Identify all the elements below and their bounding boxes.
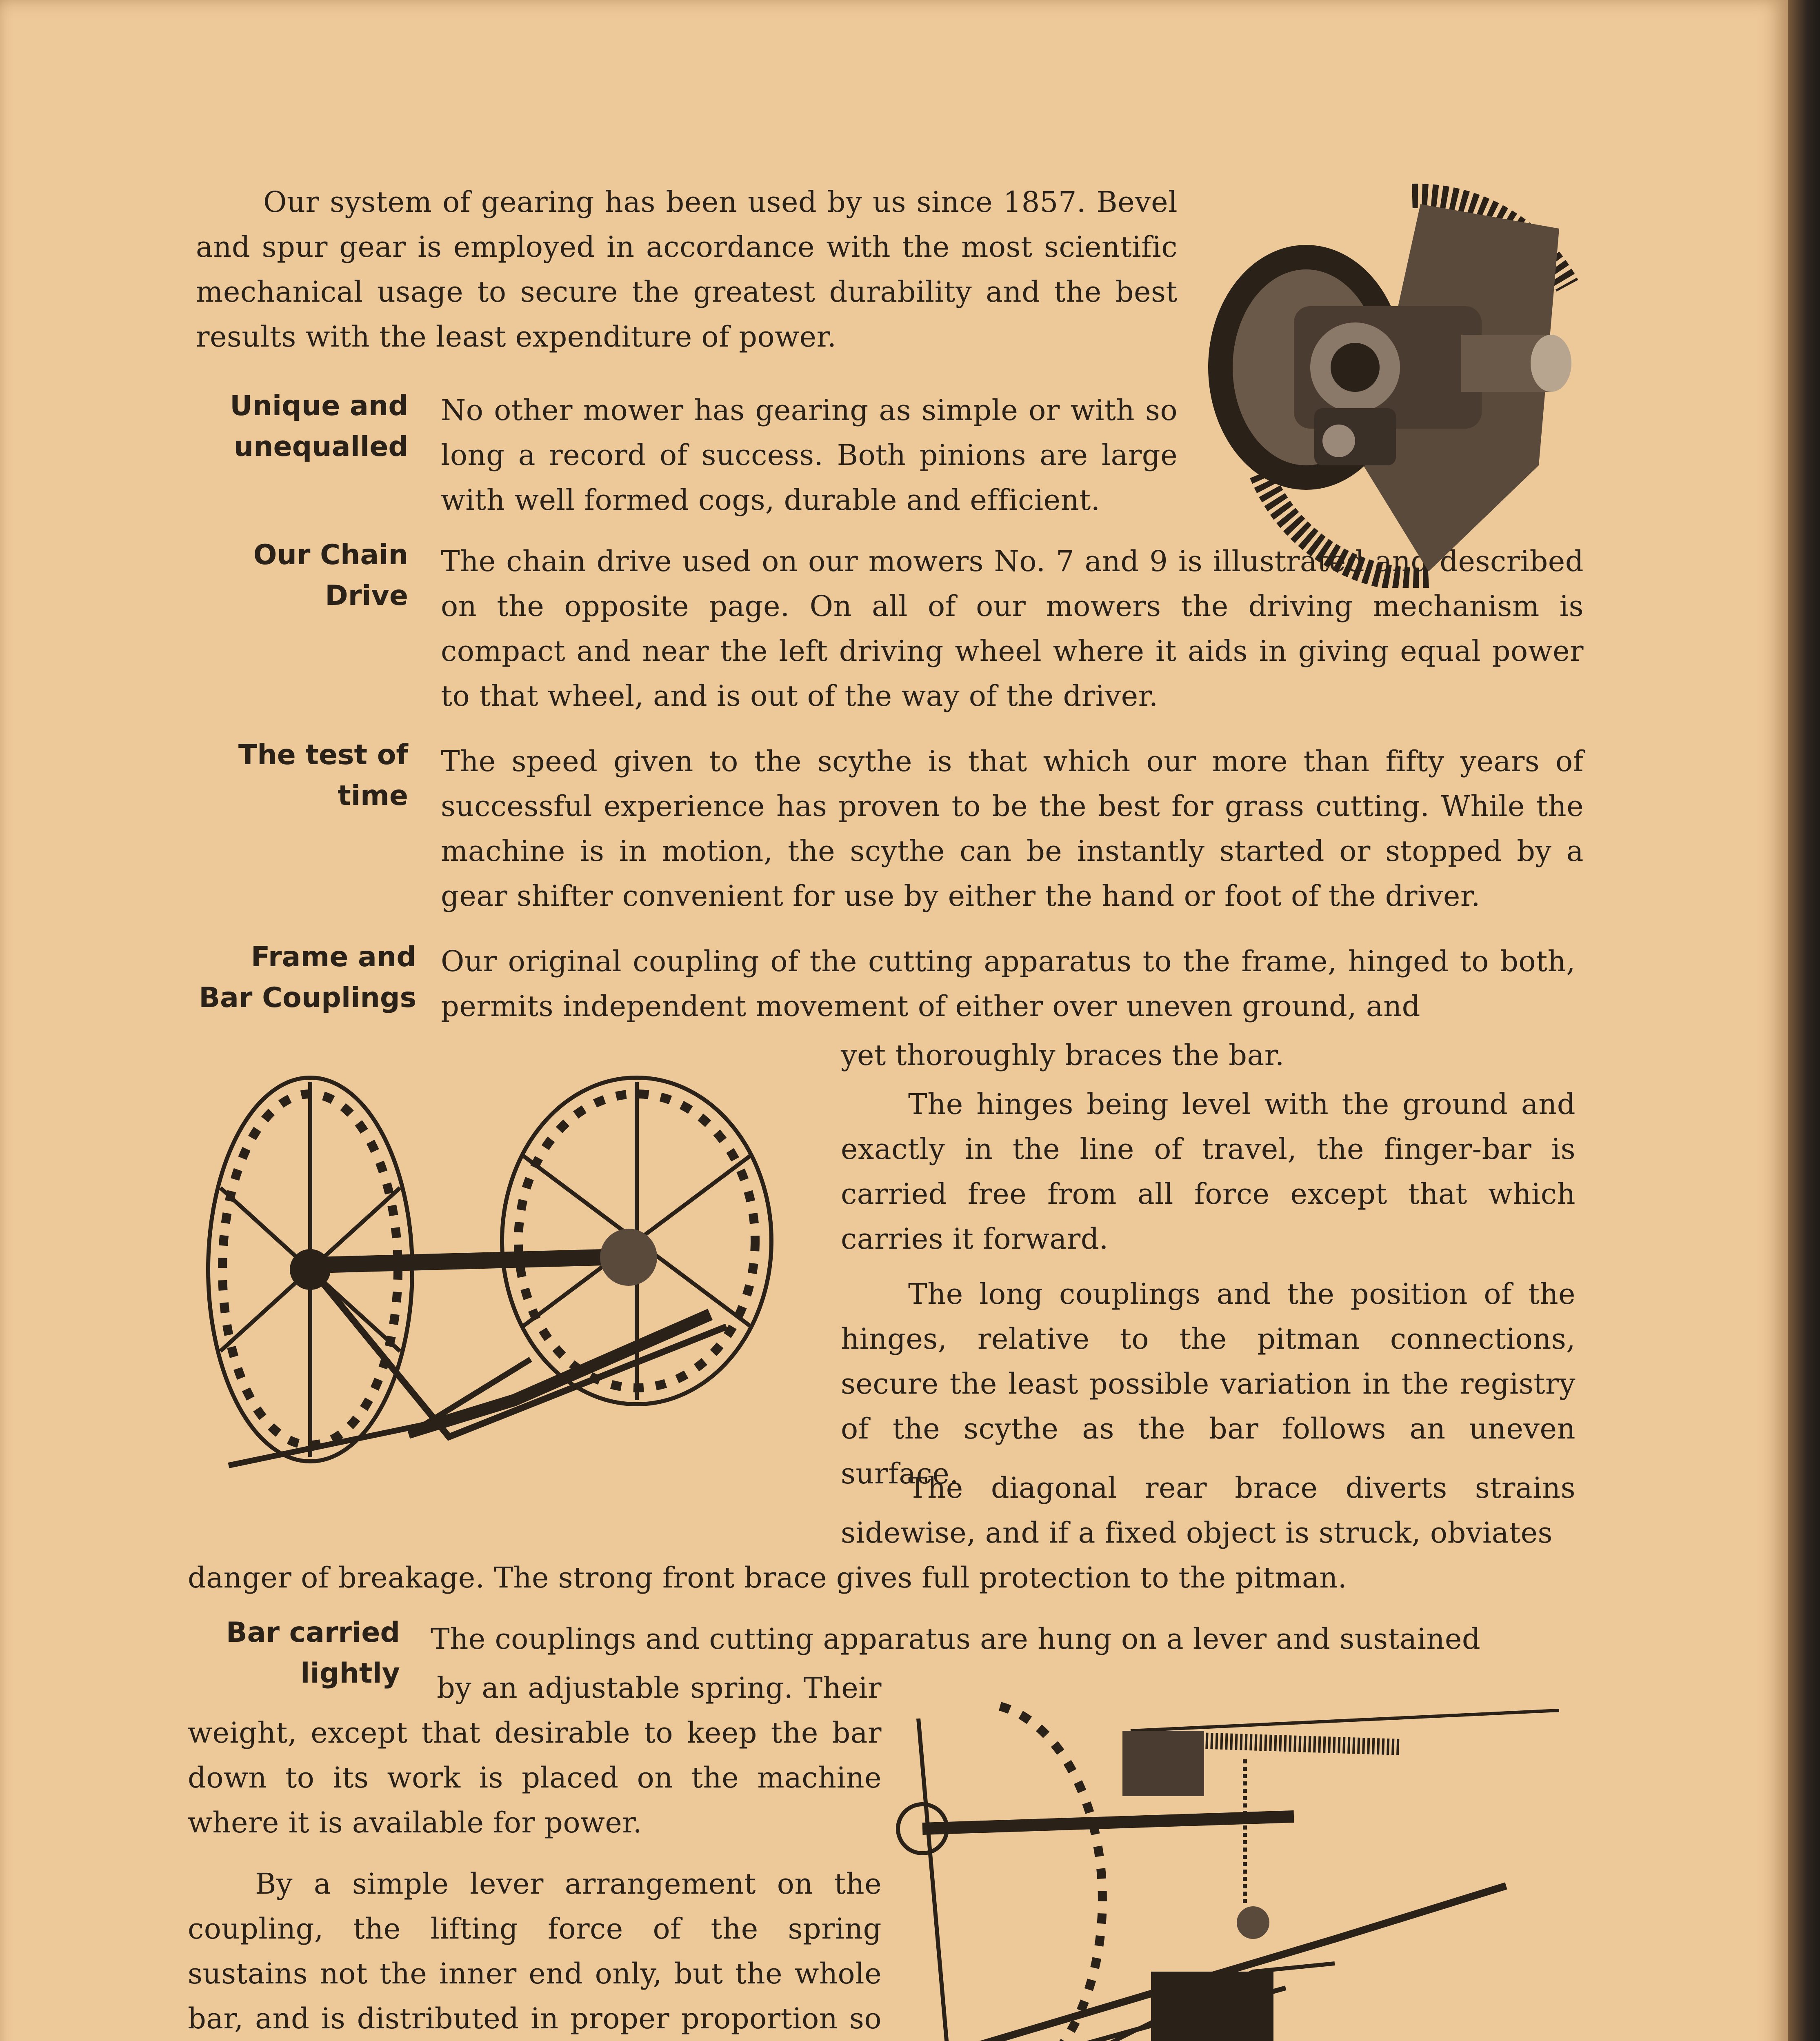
paragraph-frame-couplings-cont: yet thoroughly braces the bar. bbox=[841, 1038, 1284, 1072]
wheels-and-frame-illustration bbox=[196, 1065, 816, 1486]
side-head-chain-drive: Our Chain Drive bbox=[253, 539, 408, 612]
spring-lever-illustration bbox=[886, 1694, 1559, 2041]
side-head-unique: Unique and unequalled bbox=[230, 390, 408, 463]
paragraph-strong-brace: danger of breakage. The strong front brace gives full protection to the pitman. bbox=[188, 1561, 1347, 1594]
page-edge bbox=[1788, 0, 1820, 2041]
paragraph-diagonal-brace: The diagonal rear brace diverts strains sidewise, and if a fixed object is struck, obviates bbox=[841, 1471, 1576, 1550]
paragraph-unique: No other mower has gearing as simple or with so long a record of success. Both pinions are large with well formed cogs, durable and efficient. bbox=[441, 394, 1178, 517]
bevel-gear-illustration bbox=[1200, 180, 1580, 588]
paragraph-spring: by an adjustable spring. Their weight, except that desirable to keep the bar down to its work is placed on the machine where it is available for power. bbox=[188, 1671, 882, 1839]
paragraph-chain-drive: The chain drive used on our mowers No. 7 and 9 is illustrated and described on the opposite page. On all of our mowers the driving mechanism is compact and near the left driving wheel where it aids in giving equal power to that wheel, and is out of the way of the driver. bbox=[441, 545, 1584, 713]
paragraph-frame-couplings: Our original coupling of the cutting apparatus to the frame, hinged to both, permits independent movement of either over uneven ground, and bbox=[441, 945, 1576, 1023]
paragraph-hinges: The hinges being level with the ground and exactly in the line of travel, the finger-bar is carried free from all force except that which carries it forward. bbox=[841, 1087, 1576, 1256]
paragraph-test-of-time: The speed given to the scythe is that which our more than fifty years of successful experience has proven to be the best for grass cutting. While the machine is in motion, the scythe can be instantly started or stopped by a gear shifter convenient for use by either the hand or foot of the driver. bbox=[441, 745, 1584, 913]
paragraph-lever: By a simple lever arrangement on the coupling, the lifting force of the spring sustains not the inner end only, but the whole bar, and is distributed in proper proportion so bbox=[188, 1867, 882, 2035]
side-head-test-of-time: The test of time bbox=[238, 739, 408, 812]
side-head-bar-carried: Bar carried lightly bbox=[226, 1616, 400, 1690]
paragraph-gearing: Our system of gearing has been used by us since 1857. Bevel and spur gear is employed in accordance with the most scientific mechanical usage to secure the greatest durability and the best results with the least expenditure of power. bbox=[196, 185, 1178, 354]
side-head-frame-couplings: Frame and Bar Couplings bbox=[199, 941, 416, 1014]
paragraph-long-couplings: The long couplings and the position of the hinges, relative to the pitman connections, secure the least possible variation in the registry of the scythe as the bar follows an uneven surface. bbox=[841, 1277, 1576, 1490]
paragraph-bar-carried: The couplings and cutting apparatus are hung on a lever and sustained bbox=[431, 1622, 1481, 1656]
